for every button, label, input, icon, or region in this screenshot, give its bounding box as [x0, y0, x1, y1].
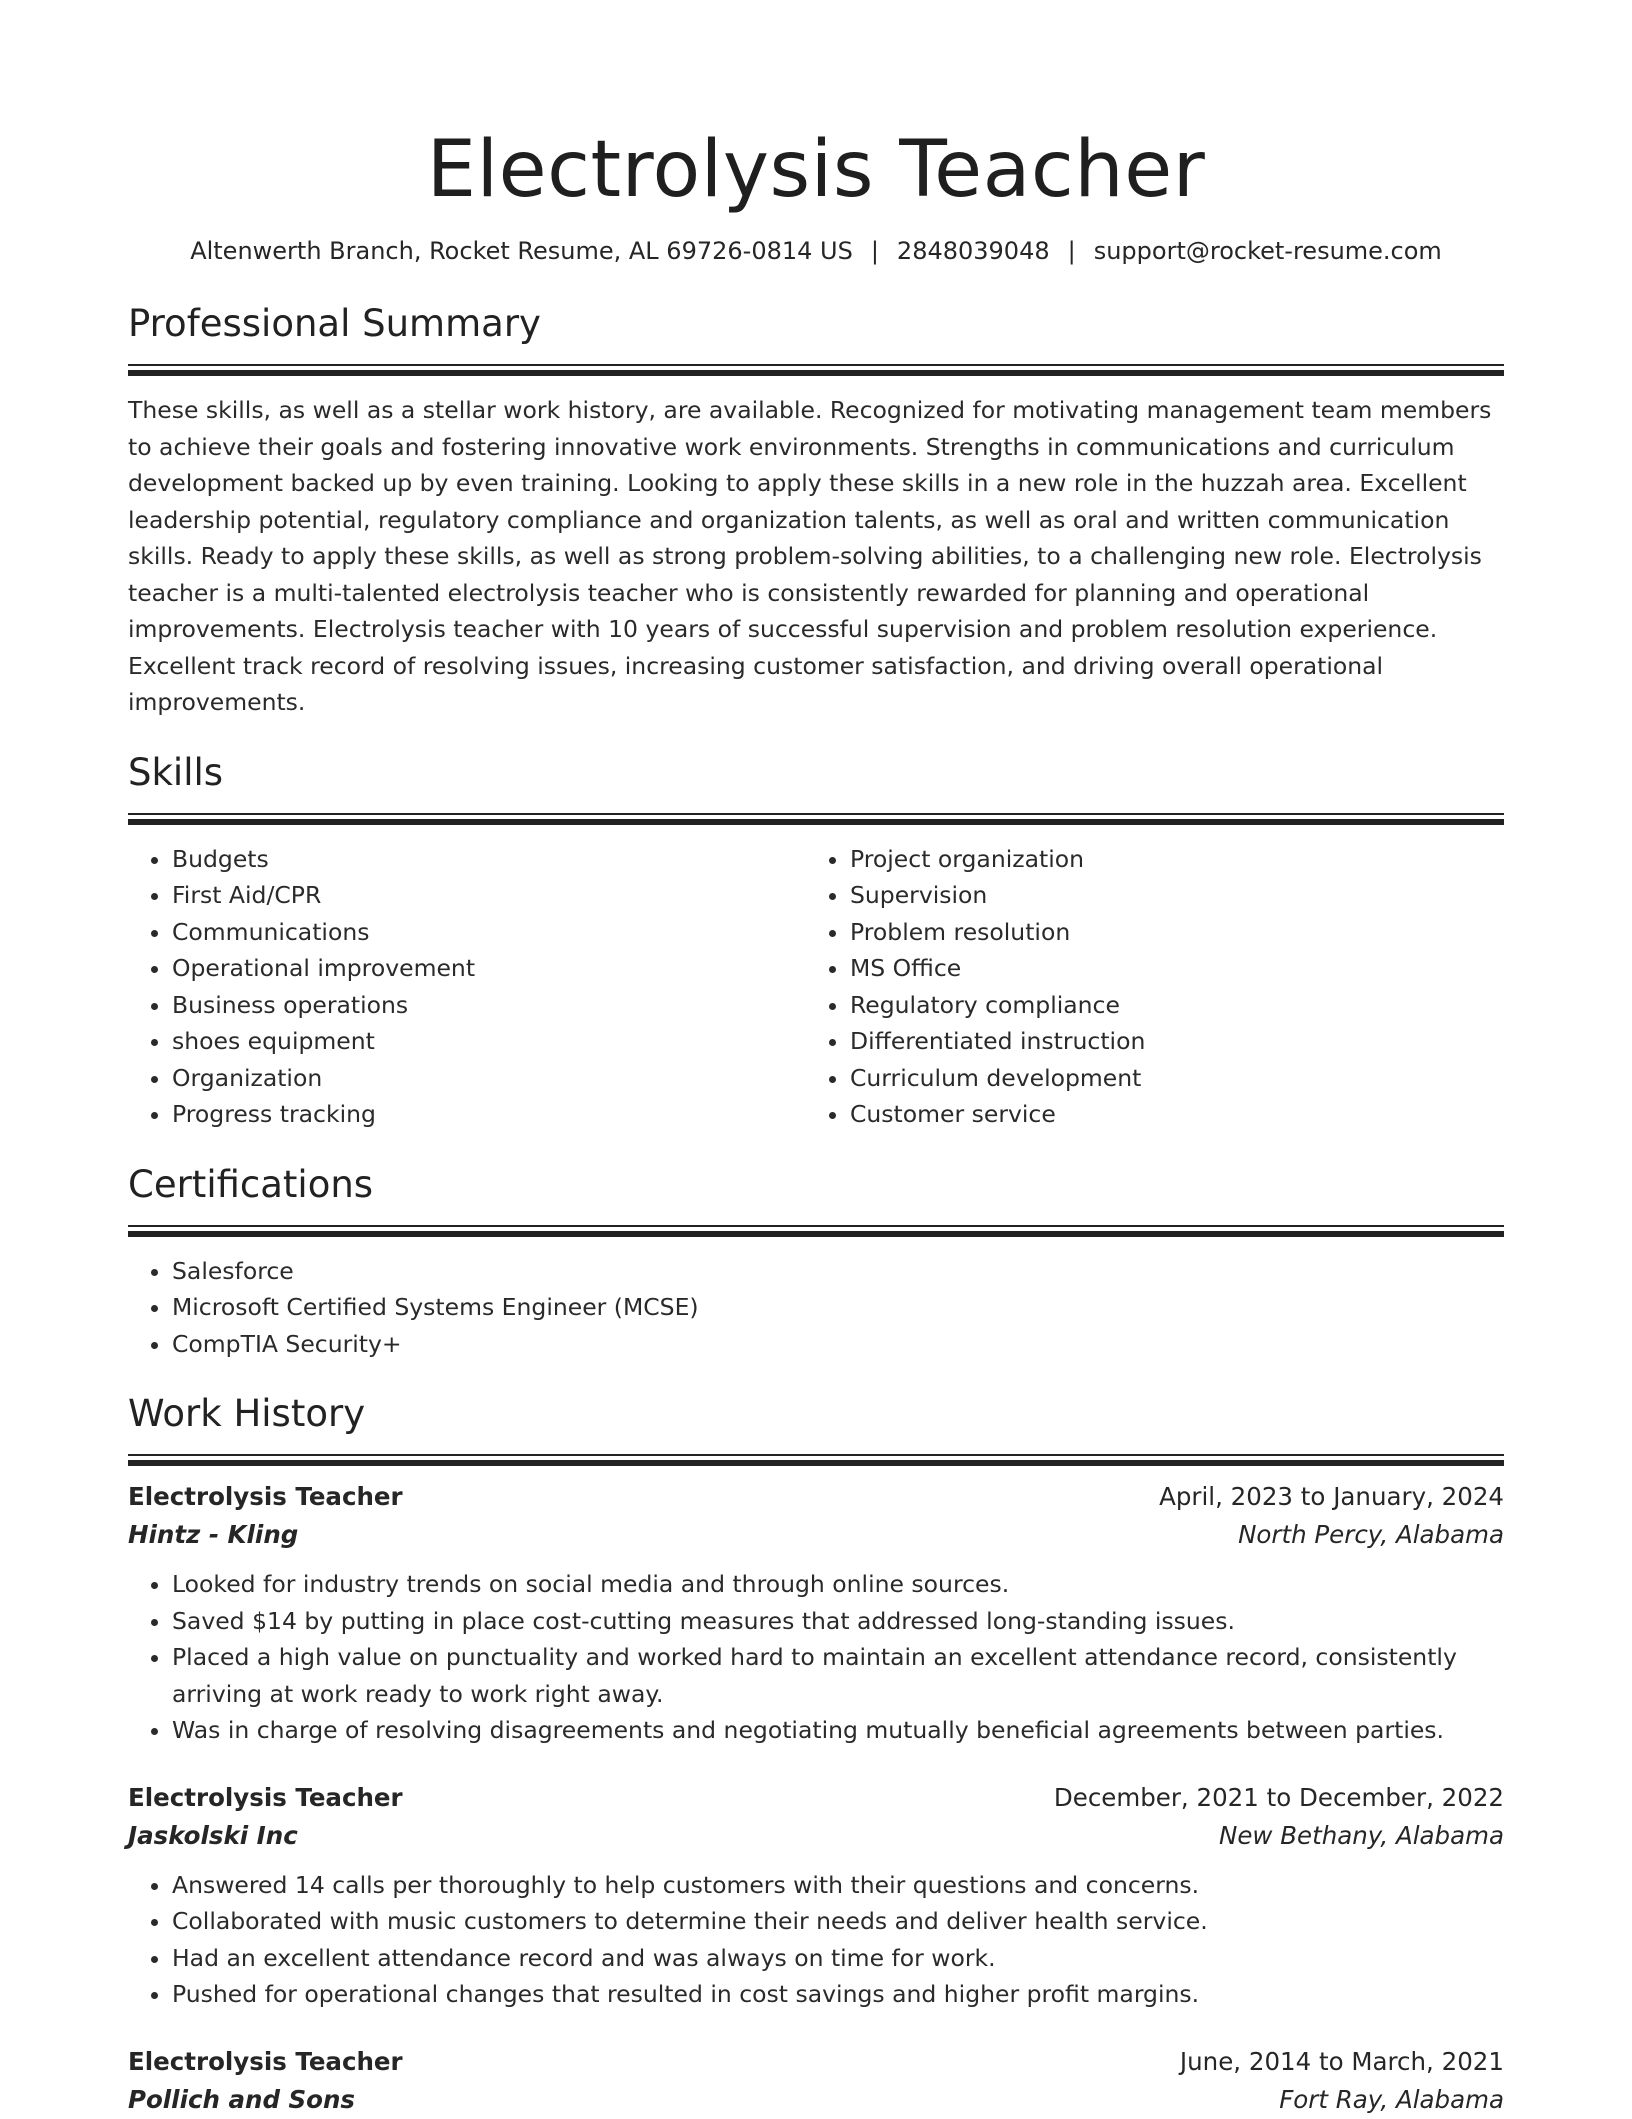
section-divider	[128, 813, 1504, 825]
job-company: Pollich and Sons	[128, 2084, 356, 2114]
work-history-section	[128, 1390, 1504, 2119]
job-title: Electrolysis Teacher	[128, 2046, 403, 2076]
job-dates: April, 2023 to January, 2024	[1159, 1482, 1504, 1511]
summary-section	[128, 300, 1504, 721]
section-title-work-history: Work History	[128, 1392, 366, 1435]
job-bullet: • Had an excellent attendance record and was always on time for work.	[172, 1940, 1504, 1977]
job-dates: June, 2014 to March, 2021	[1179, 2046, 1504, 2076]
job-bullet: • Was in charge of resolving disagreements and negotiating mutually beneficial agreements between parties.	[172, 1712, 1504, 1749]
skill-item: • Curriculum development	[850, 1060, 1484, 1097]
skill-item: • Business operations	[172, 987, 806, 1024]
skill-item: • Supervision	[850, 877, 1484, 914]
contact-phone: 2848039048	[896, 237, 1050, 265]
job-bullet: • Answered 14 calls per thoroughly to help customers with their questions and concerns.	[172, 1867, 1504, 1904]
job-bullets	[128, 1566, 1504, 1749]
contact-address: Altenwerth Branch, Rocket Resume, AL 69726-0814 US	[190, 237, 853, 265]
skills-section	[128, 749, 1504, 1133]
skill-item: • Customer service	[850, 1096, 1484, 1133]
skill-item: • shoes equipment	[172, 1023, 806, 1060]
job-company-row	[128, 1516, 1504, 1554]
job-company: Hintz - Kling	[128, 1520, 299, 1549]
skill-item: • Differentiated instruction	[850, 1023, 1484, 1060]
job-bullet: • Pushed for operational changes that resulted in cost savings and higher profit margins.	[172, 1976, 1504, 2013]
resume-page	[128, 0, 1504, 2119]
skill-item: • First Aid/CPR	[172, 877, 806, 914]
job-bullet: • Saved $14 by putting in place cost-cutting measures that addressed long-standing issues.	[172, 1603, 1504, 1640]
job-title: Electrolysis Teacher	[128, 1482, 403, 1511]
certification-item: • Microsoft Certified Systems Engineer (MCSE)	[172, 1289, 1504, 1326]
job-header-row	[128, 1779, 1504, 1817]
job-entry	[128, 1779, 1504, 2013]
job-header-row	[128, 1478, 1504, 1516]
skill-item: • Progress tracking	[172, 1096, 806, 1133]
certification-list	[128, 1253, 1504, 1363]
job-company-row	[128, 1817, 1504, 1855]
resume-name: Electrolysis Teacher	[426, 125, 1206, 215]
job-title: Electrolysis Teacher	[128, 1782, 403, 1812]
job-location: New Bethany, Alabama	[1219, 1820, 1504, 1850]
summary-text: These skills, as well as a stellar work history, are available. Recognized for motivating management team members to achieve their goals and fostering innovative work environments. Strengths in communications and curriculum development backed up by even training. Looking to apply these skills in a new role in the huzzah area. Excellent leadership potential, regulatory compliance and organization talents, as well as oral and written communication skills. Ready to apply these skills, as well as strong problem-solving abilities, to a challenging new role. Electrolysis teacher is a multi-talented electrolysis teacher who is consistently rewarded for planning and operational improvements. Electrolysis teacher with 10 years of successful supervision and problem resolution experience. Excellent track record of resolving issues, increasing customer satisfaction, and driving overall operational improvements.	[128, 396, 1492, 716]
certifications-section	[128, 1161, 1504, 1363]
section-divider	[128, 1225, 1504, 1237]
certification-item: • CompTIA Security+	[172, 1326, 1504, 1363]
job-header-row	[128, 2043, 1504, 2081]
section-divider	[128, 364, 1504, 376]
skill-item: • MS Office	[850, 950, 1484, 987]
job-entry	[128, 2043, 1504, 2119]
skill-item: • Regulatory compliance	[850, 987, 1484, 1024]
contact-separator: |	[1067, 237, 1076, 265]
skill-item: • Communications	[172, 914, 806, 951]
skill-item: • Problem resolution	[850, 914, 1484, 951]
job-bullet: • Collaborated with music customers to determine their needs and deliver health service.	[172, 1903, 1504, 1940]
skills-column-right	[806, 841, 1484, 1133]
job-bullet: • Placed a high value on punctuality and worked hard to maintain an excellent attendance record, consistently arriving at work ready to work right away.	[172, 1639, 1504, 1712]
job-dates: December, 2021 to December, 2022	[1053, 1782, 1504, 1812]
contact-email: support@rocket-resume.com	[1093, 237, 1442, 265]
job-bullets	[128, 1867, 1504, 2013]
section-title-summary: Professional Summary	[128, 302, 541, 345]
skill-item: • Organization	[172, 1060, 806, 1097]
skill-item: • Budgets	[172, 841, 806, 878]
job-location: Fort Ray, Alabama	[1279, 2084, 1504, 2114]
contact-separator: |	[870, 237, 879, 265]
skill-item: • Project organization	[850, 841, 1484, 878]
job-bullet: • Looked for industry trends on social media and through online sources.	[172, 1566, 1504, 1603]
skill-item: • Operational improvement	[172, 950, 806, 987]
skills-grid	[128, 841, 1504, 1133]
section-title-certifications: Certifications	[128, 1162, 374, 1206]
section-title-skills: Skills	[128, 750, 224, 794]
contact-line	[128, 234, 1504, 268]
job-entry	[128, 1478, 1504, 1749]
job-company-row	[128, 2081, 1504, 2119]
section-divider	[128, 1454, 1504, 1466]
job-company: Jaskolski Inc	[128, 1820, 298, 1850]
skills-column-left	[128, 841, 806, 1133]
job-location: North Percy, Alabama	[1238, 1520, 1504, 1549]
certification-item: • Salesforce	[172, 1253, 1504, 1290]
